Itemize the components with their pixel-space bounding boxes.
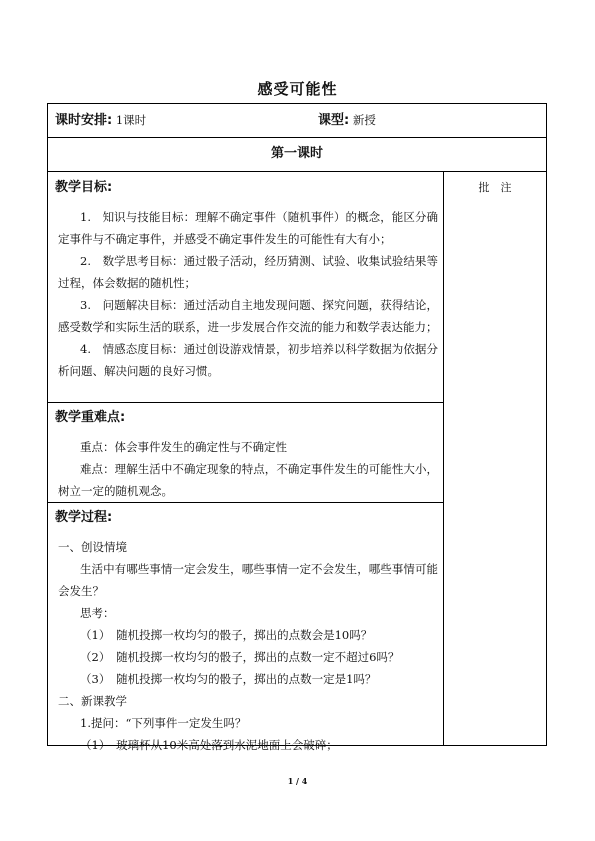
schedule-field <box>55 110 146 131</box>
notes-column-header: 批 注 <box>478 181 512 194</box>
lesson-title: 第一课时 <box>270 146 323 161</box>
question-item: （1） 随机投掷一枚均匀的骰子，掷出的点数会是10吗？ <box>80 628 373 642</box>
objectives-heading: 教学目标: <box>55 180 113 195</box>
row-divider <box>47 402 443 403</box>
key-points-body <box>58 436 438 502</box>
section-heading: 二、新课教学 <box>58 694 127 708</box>
question-prompt: 1.提问：“下列事件一定发生吗？ <box>80 716 247 730</box>
page-number: 1 / 4 <box>287 776 308 786</box>
intro-text: 生活中有哪些事情一定会发生，哪些事情一定不会发生，哪些事情可能会发生？ <box>58 562 438 598</box>
row-divider <box>47 137 547 138</box>
schedule-label: 课时安排: <box>55 113 113 128</box>
lesson-type-field <box>318 110 376 131</box>
column-divider <box>443 171 444 746</box>
objective-item: 2. 数学思考目标：通过骰子活动，经历猜测、试验、收集试验结果等过程，体会数据的随机性； <box>58 254 438 290</box>
question-item: （2） 随机投掷一枚均匀的骰子，掷出的点数一定不超过6吗？ <box>80 650 400 664</box>
objective-item: 3. 问题解决目标：通过活动自主地发现问题、探究问题，获得结论，感受数学和实际生活的联系，进一步发展合作交流的能力和数学表达能力； <box>58 298 438 334</box>
key-points-heading: 教学重难点: <box>55 410 126 425</box>
process-body <box>58 536 438 756</box>
objective-item: 4. 情感态度目标：通过创设游戏情景，初步培养以科学数据为依据分析问题、解决问题的良好习惯。 <box>58 342 438 378</box>
process-heading: 教学过程: <box>55 510 113 525</box>
lesson-type-label: 课型: <box>318 113 350 128</box>
schedule-value: 1课时 <box>115 113 147 127</box>
objectives-list <box>58 206 438 382</box>
row-divider <box>47 171 547 172</box>
objective-item: 1. 知识与技能目标：理解不确定事件（随机事件）的概念，能区分确定事件与不确定事件，并感受不确定事件发生的可能性有大有小； <box>58 210 438 246</box>
key-point-focus: 重点：体会事件发生的确定性与不确定性 <box>80 440 287 454</box>
page-title: 感受可能性 <box>257 80 338 98</box>
think-label: 思考： <box>80 606 115 620</box>
key-point-difficulty: 难点：理解生活中不确定现象的特点，不确定事件发生的可能性大小，树立一定的随机观念。 <box>58 462 438 498</box>
section-heading: 一、创设情境 <box>58 540 127 554</box>
lesson-type-value: 新授 <box>352 113 376 127</box>
row-divider <box>47 502 443 503</box>
question-item: （3） 随机投掷一枚均匀的骰子，掷出的点数一定是1吗？ <box>80 672 377 686</box>
event-item: （1） 玻璃杯从10米高处落到水泥地面上会破碎； <box>80 738 338 752</box>
